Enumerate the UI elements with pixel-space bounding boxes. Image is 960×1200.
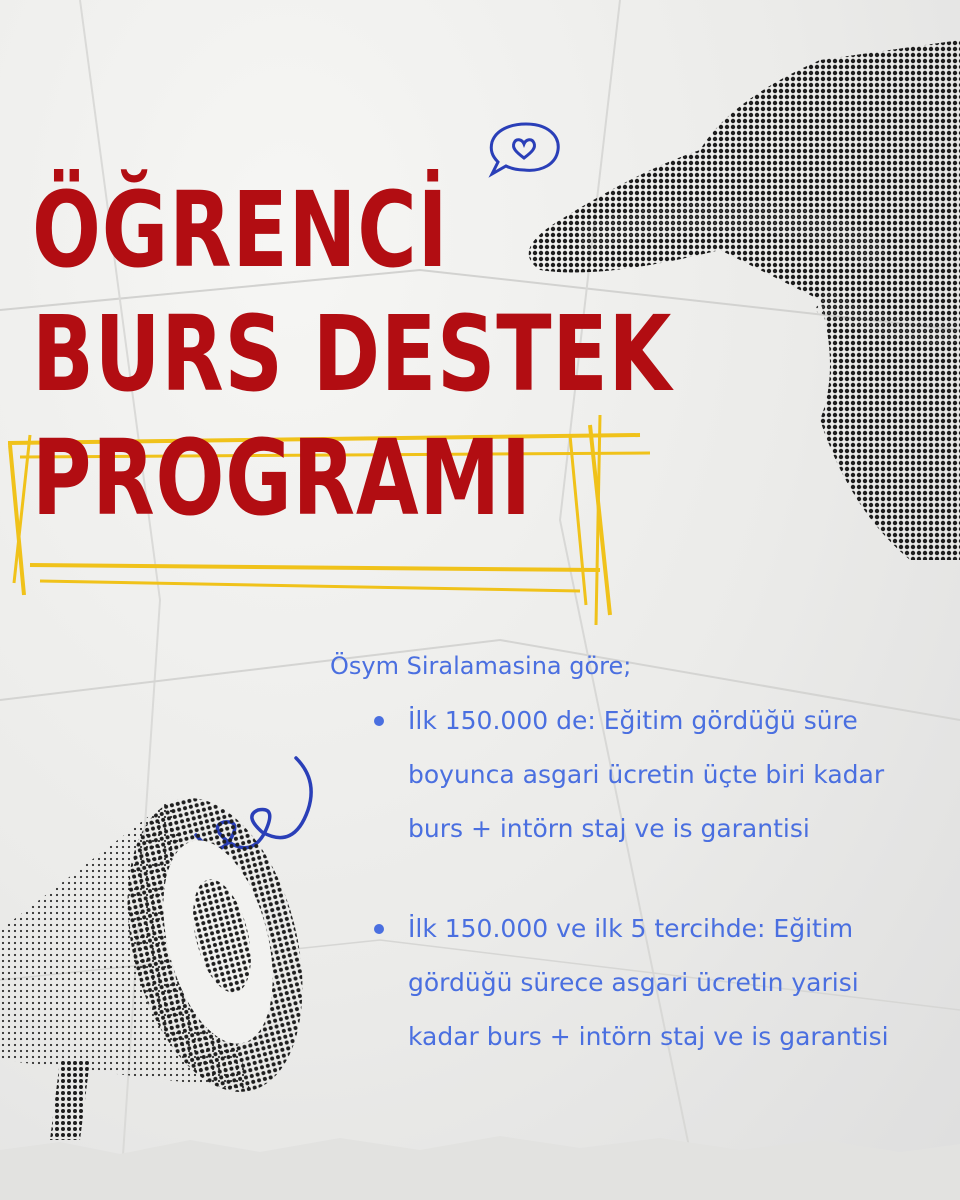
megaphone-illustration — [0, 760, 330, 1140]
scholarship-list — [330, 694, 930, 1064]
torn-paper-edge — [0, 1120, 960, 1200]
page-title — [32, 168, 672, 540]
list-item: İlk 150.000 de: Eğitim gördüğü süre boyunca asgari ücretin üçte biri kadar burs + intörn staj ve is garantisi — [408, 694, 930, 856]
intro-text: Ösym Siralamasina göre; — [330, 652, 632, 680]
title-line-2: BURS DESTEK — [32, 293, 673, 415]
scholarship-details — [330, 648, 930, 1110]
title-line-3: PROGRAMI — [32, 417, 532, 539]
title-line-1: ÖĞRENCİ — [32, 169, 449, 291]
list-item: İlk 150.000 ve ilk 5 tercihde: Eğitim gördüğü sürece asgari ücretin yarisi kadar burs + intörn staj ve is garantisi — [408, 902, 930, 1064]
